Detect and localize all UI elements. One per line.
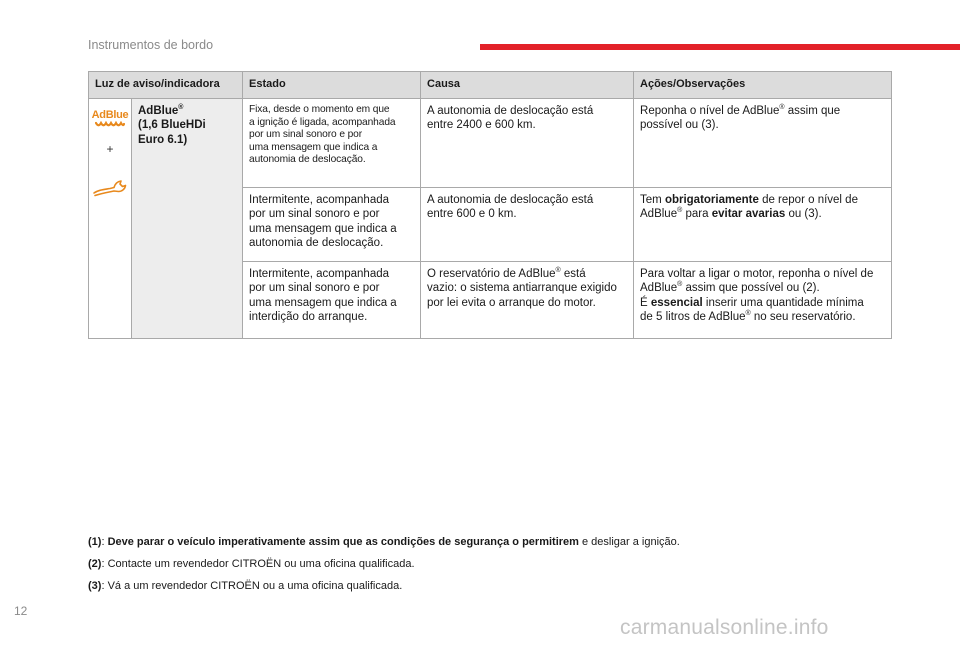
text-line: Para voltar a ligar o motor, reponha o nível de xyxy=(640,268,874,280)
state-cell xyxy=(243,188,421,262)
text-run: para xyxy=(682,208,712,221)
registered-mark: ® xyxy=(745,310,751,318)
text-run: inserir uma quantidade mínima xyxy=(702,296,864,309)
text-run: Tem xyxy=(640,194,665,206)
registered-mark: ® xyxy=(677,207,683,215)
footnotes xyxy=(88,536,680,602)
warning-lights-table xyxy=(88,71,892,339)
wrench-icon xyxy=(92,175,128,197)
text-line: entre 600 e 0 km. xyxy=(427,208,517,221)
text-run: AdBlue xyxy=(640,208,678,221)
text-line: A autonomia de deslocação está xyxy=(427,194,594,206)
text-line: por lei evita o arranque do motor. xyxy=(427,296,596,309)
column-header-state: Estado xyxy=(243,72,421,99)
text-run: É xyxy=(640,296,651,309)
footnote-emphasis: Deve parar o veículo imperativamente assim que as condições de segurança o permitirem xyxy=(107,536,579,548)
text-line xyxy=(427,267,627,281)
cause-cell xyxy=(421,99,634,188)
registered-mark: ® xyxy=(178,104,184,112)
footnote-3 xyxy=(88,580,680,592)
text-run: assim que xyxy=(784,105,841,117)
page-number: 12 xyxy=(14,604,28,618)
action-cell xyxy=(634,99,892,188)
header-accent-bar xyxy=(480,44,960,50)
adblue-wave-icon xyxy=(95,121,125,128)
text-line xyxy=(640,296,885,310)
cause-cell xyxy=(421,188,634,262)
text-run: ou (3). xyxy=(785,208,822,221)
state-cell xyxy=(243,99,421,188)
footnote-ref: (1) xyxy=(88,536,102,548)
text-line: Intermitente, acompanhada xyxy=(249,194,390,206)
text-line: autonomia de deslocação. xyxy=(249,237,384,250)
text-line: a ignição é ligada, acompanhada xyxy=(249,116,396,128)
footnote-ref: (3) xyxy=(88,580,102,592)
column-header-indicator: Luz de aviso/indicadora xyxy=(89,72,243,99)
plus-sign: + xyxy=(106,142,114,156)
registered-mark: ® xyxy=(677,281,683,289)
indicator-model-line1: (1,6 BlueHDi xyxy=(138,119,206,132)
text-run: Reponha o nível de AdBlue xyxy=(640,105,780,117)
text-run: está xyxy=(560,268,586,280)
registered-mark: ® xyxy=(555,267,561,275)
text-line: por um sinal sonoro e por xyxy=(249,282,380,295)
table-row xyxy=(89,99,892,188)
emphasis-text: evitar avarias xyxy=(711,208,786,221)
footnote-1 xyxy=(88,536,680,548)
text-line: Fixa, desde o momento em que xyxy=(249,104,390,115)
text-line: A autonomia de deslocação está xyxy=(427,105,594,117)
text-line: autonomia de deslocação. xyxy=(249,154,366,166)
text-line: uma mensagem que indica a xyxy=(249,141,378,153)
text-run: de 5 litros de AdBlue xyxy=(640,311,746,324)
emphasis-text: obrigatoriamente xyxy=(664,194,759,206)
column-header-actions: Ações/Observações xyxy=(634,72,892,99)
registered-mark: ® xyxy=(779,104,785,112)
text-line: Intermitente, acompanhada xyxy=(249,268,390,280)
state-cell xyxy=(243,262,421,339)
text-line: por um sinal sonoro e por xyxy=(249,208,380,221)
watermark: carmanualsonline.info xyxy=(620,616,829,639)
table-header-row xyxy=(89,72,892,99)
footnote-ref: (2) xyxy=(88,558,102,570)
text-line: possível ou (3). xyxy=(640,119,719,132)
text-run: no seu reservatório. xyxy=(750,311,856,324)
action-cell xyxy=(634,262,892,339)
text-run: AdBlue xyxy=(640,282,678,295)
footnote-text: Contacte um revendedor CITROËN ou uma oficina qualificada. xyxy=(107,558,415,570)
indicator-name: AdBlue xyxy=(138,105,179,117)
text-line: vazio: o sistema antiarranque exigido xyxy=(427,282,617,295)
text-line xyxy=(640,104,885,118)
text-line: uma mensagem que indica a xyxy=(249,222,397,235)
action-cell xyxy=(634,188,892,262)
adblue-warning-icon xyxy=(92,110,129,128)
text-line xyxy=(640,281,885,295)
indicator-model-line2: Euro 6.1) xyxy=(138,133,188,146)
adblue-icon-label: AdBlue xyxy=(91,109,129,121)
text-run: de repor o nível de xyxy=(758,194,858,206)
footnote-2 xyxy=(88,558,680,570)
indicator-name-cell xyxy=(132,99,243,339)
text-line: uma mensagem que indica a xyxy=(249,296,397,309)
footnote-text: Vá a um revendedor CITROËN ou a uma oficina qualificada. xyxy=(107,580,403,592)
footnote-separator: : xyxy=(101,558,108,570)
footnote-separator: : xyxy=(101,580,108,592)
cause-cell xyxy=(421,262,634,339)
emphasis-text: essencial xyxy=(650,296,703,309)
text-line xyxy=(640,207,885,221)
text-line xyxy=(640,310,885,324)
footnote-separator: : xyxy=(101,536,108,548)
text-run: O reservatório de AdBlue xyxy=(427,268,556,280)
footnote-text: e desligar a ignição. xyxy=(578,536,680,548)
column-header-cause: Causa xyxy=(421,72,634,99)
text-line: por um sinal sonoro e por xyxy=(249,129,363,141)
text-line xyxy=(640,193,885,207)
text-line: entre 2400 e 600 km. xyxy=(427,119,536,132)
text-line: interdição do arranque. xyxy=(249,311,368,324)
text-run: assim que possível ou (2). xyxy=(682,282,820,295)
indicator-icon-cell xyxy=(89,99,132,339)
page-header-title: Instrumentos de bordo xyxy=(88,38,214,52)
